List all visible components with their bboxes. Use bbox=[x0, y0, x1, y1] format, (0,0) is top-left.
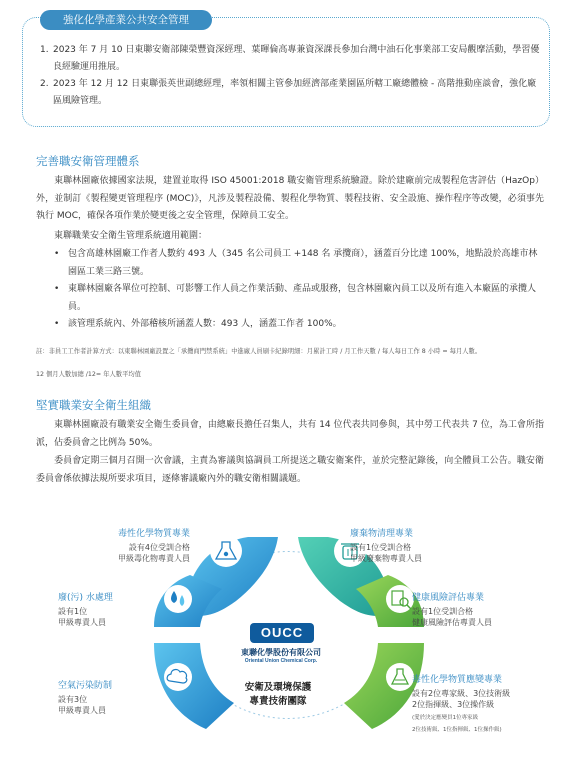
committee-paragraph-2: 委員會定期三個月召開一次會議，主責為審議與協調員工所提送之職安衛案件，並於完整記錄後，向全體員工公告。職安衛委員會係依據法規所要求項目，逐條審議廠內外的職安衛相關議題。 bbox=[36, 456, 544, 484]
scope-list bbox=[54, 246, 544, 334]
water-drops-icon bbox=[164, 585, 192, 613]
flask-skull-icon bbox=[210, 535, 242, 567]
team-diagram bbox=[50, 515, 528, 753]
list-item: • 包含高雄林園廠工作者人數約 493 人（345 名公司員工 +148 名 承攬商），涵蓋百分比達 100%，地點設於高雄市林園區工業三路三號。 bbox=[54, 249, 538, 277]
scope-heading: 東聯職業安全衛生管理系統適用範圍： bbox=[54, 231, 208, 241]
item-wastewater: 廢(污) 水處理 設有1位 甲級專責人員 bbox=[58, 593, 113, 627]
list-item: • 該管理系統內、外部稽核所涵蓋人數：493 人，涵蓋工作者 100%。 bbox=[54, 319, 342, 329]
committee-paragraph-1: 東聯林園廠設有職業安全衛生委員會，由總廠長擔任召集人，共有 14 位代表共同參與，其中勞工代表共 7 位，為工會所指派，佔委員會之比例為 50%。 bbox=[36, 420, 544, 448]
item-health-risk: 健康風險評估專業 設有1位受訓合格 健康風險評估專責人員 bbox=[412, 593, 492, 627]
public-safety-list bbox=[40, 42, 540, 110]
team-label: 安衛及環境保護 專責技術團隊 bbox=[244, 682, 312, 707]
item-waste: 廢棄物清理專業 設有1位受訓合格 甲級廢棄物專責人員 bbox=[350, 529, 422, 563]
item-toxic-response: 毒性化學物質應變專業 設有2位專家級、3位技術級 2位指揮級、3位操作級 (愛於決定應變員1位專家級 2位技術級、1位指揮級、1位操作級) bbox=[412, 675, 511, 733]
company-logo: OUCC bbox=[250, 623, 314, 643]
cloud-icon bbox=[164, 663, 192, 691]
footnote: 註：非員工工作者計算方式：以東聯林園廠設置之「承攬商門禁系統」中進廠人員刷卡紀錄明細：月累計工時 / 月工作天數 / 每人每日工作 8 小時 = 每月人數。 bbox=[36, 348, 482, 355]
flask-icon bbox=[386, 663, 414, 691]
item-toxic-chemical: 毒性化學物質專業 設有4位受訓合格 甲級毒化物專責人員 bbox=[117, 529, 190, 563]
report-magnifier-icon bbox=[386, 585, 414, 613]
item-air-pollution: 空氣污染防制 設有3位 甲級專責人員 bbox=[58, 681, 113, 715]
section-title-committee: 堅實職業安全衛生組織 bbox=[36, 398, 151, 412]
list-item: • 東聯林園廠各單位可控制、可影響工作人員之作業活動、產品或服務，包含林園廠內員工以及所有進入本廠區的承攬人員。 bbox=[54, 284, 537, 312]
company-name: 東聯化學股份有限公司 bbox=[241, 648, 321, 657]
list-item: 1. 2023 年 7 月 10 日東聯安衛部陳榮豐資深經理、葉暉倫高專兼資深課長參加台灣中油石化事業部工安局觀摩活動，學習優良經驗運用推展。 bbox=[40, 45, 540, 72]
list-item: 2. 2023 年 12 月 12 日東聯張英世副總經理，率領相關主管參加經濟部產業園區所轄工廠總體檢 - 高階推動座談會，強化廠區風險管理。 bbox=[40, 79, 537, 106]
company-name-en: Oriental Union Chemical Corp. bbox=[244, 658, 318, 664]
public-safety-tab: 強化化學產業公共安全管理 bbox=[40, 10, 212, 30]
section-title-management: 完善職安衛管理體系 bbox=[36, 154, 140, 168]
footnote-average: 12 個月人數加總 /12= 年人數平均值 bbox=[36, 371, 141, 378]
management-paragraph: 東聯林園廠依據國家法規，建置並取得 ISO 45001:2018 職安衛管理系統驗證。除於建廠前完成製程危害評估（HazOp）外，並制訂《製程變更管理程序 (MOC)》，凡涉及製程設備、製程化學物質、製程技術、安全設施、操作程序等改變，必須事先執行 MOC，確保各項作業於變更後之安全管理，保障員工安全。 bbox=[36, 176, 544, 221]
